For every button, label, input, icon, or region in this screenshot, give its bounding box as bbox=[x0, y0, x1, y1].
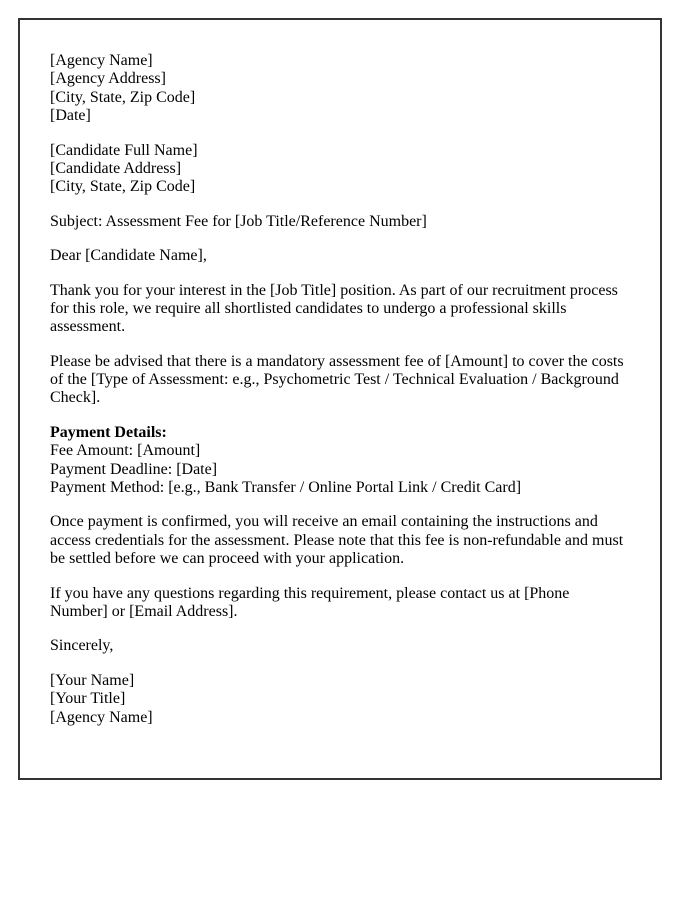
signature-agency-line: [Agency Name] bbox=[50, 708, 153, 726]
payment-details-block bbox=[50, 424, 630, 498]
salutation: Dear [Candidate Name], bbox=[50, 247, 207, 265]
signature-title-line: [Your Title] bbox=[50, 690, 126, 708]
fee-notice-paragraph: Please be advised that there is a mandatory assessment fee of [Amount] to cover the costs of the [Type of Assessment: e.g., Psychometric Test / Technical Evaluation / Background Check]. bbox=[50, 352, 624, 407]
signature-name-line: [Your Name] bbox=[50, 671, 135, 689]
subject-line: Subject: Assessment Fee for [Job Title/Reference Number] bbox=[50, 212, 427, 230]
closing-line: Sincerely, bbox=[50, 637, 114, 655]
payment-deadline-line: Payment Deadline: [Date] bbox=[50, 460, 218, 478]
candidate-address-block bbox=[50, 142, 630, 197]
confirmation-paragraph: Once payment is confirmed, you will receive an email containing the instructions and access credentials for the assessment. Please note that this fee is non-refundable and must be settled before we can proceed with your application. bbox=[50, 513, 624, 568]
agency-name-line: [Agency Name] bbox=[50, 52, 153, 69]
letter-document bbox=[18, 18, 662, 780]
candidate-name-line: [Candidate Full Name] bbox=[50, 141, 198, 159]
agency-city-state-zip-line: [City, State, Zip Code] bbox=[50, 88, 196, 106]
agency-address-line: [Agency Address] bbox=[50, 70, 166, 88]
agency-address-block bbox=[50, 52, 630, 126]
payment-method-line: Payment Method: [e.g., Bank Transfer / Online Portal Link / Credit Card] bbox=[50, 479, 522, 497]
fee-amount-line: Fee Amount: [Amount] bbox=[50, 442, 201, 460]
letter-date-line: [Date] bbox=[50, 107, 91, 125]
intro-paragraph: Thank you for your interest in the [Job Title] position. As part of our recruitment process for this role, we require all shortlisted candidates to undergo a professional skills assessment. bbox=[50, 281, 618, 336]
questions-paragraph: If you have any questions regarding this requirement, please contact us at [Phone Number] or [Email Address]. bbox=[50, 584, 570, 620]
payment-details-heading: Payment Details: bbox=[50, 423, 167, 441]
signature-block bbox=[50, 672, 630, 727]
candidate-address-line: [Candidate Address] bbox=[50, 159, 182, 177]
candidate-city-state-zip-line: [City, State, Zip Code] bbox=[50, 178, 196, 196]
